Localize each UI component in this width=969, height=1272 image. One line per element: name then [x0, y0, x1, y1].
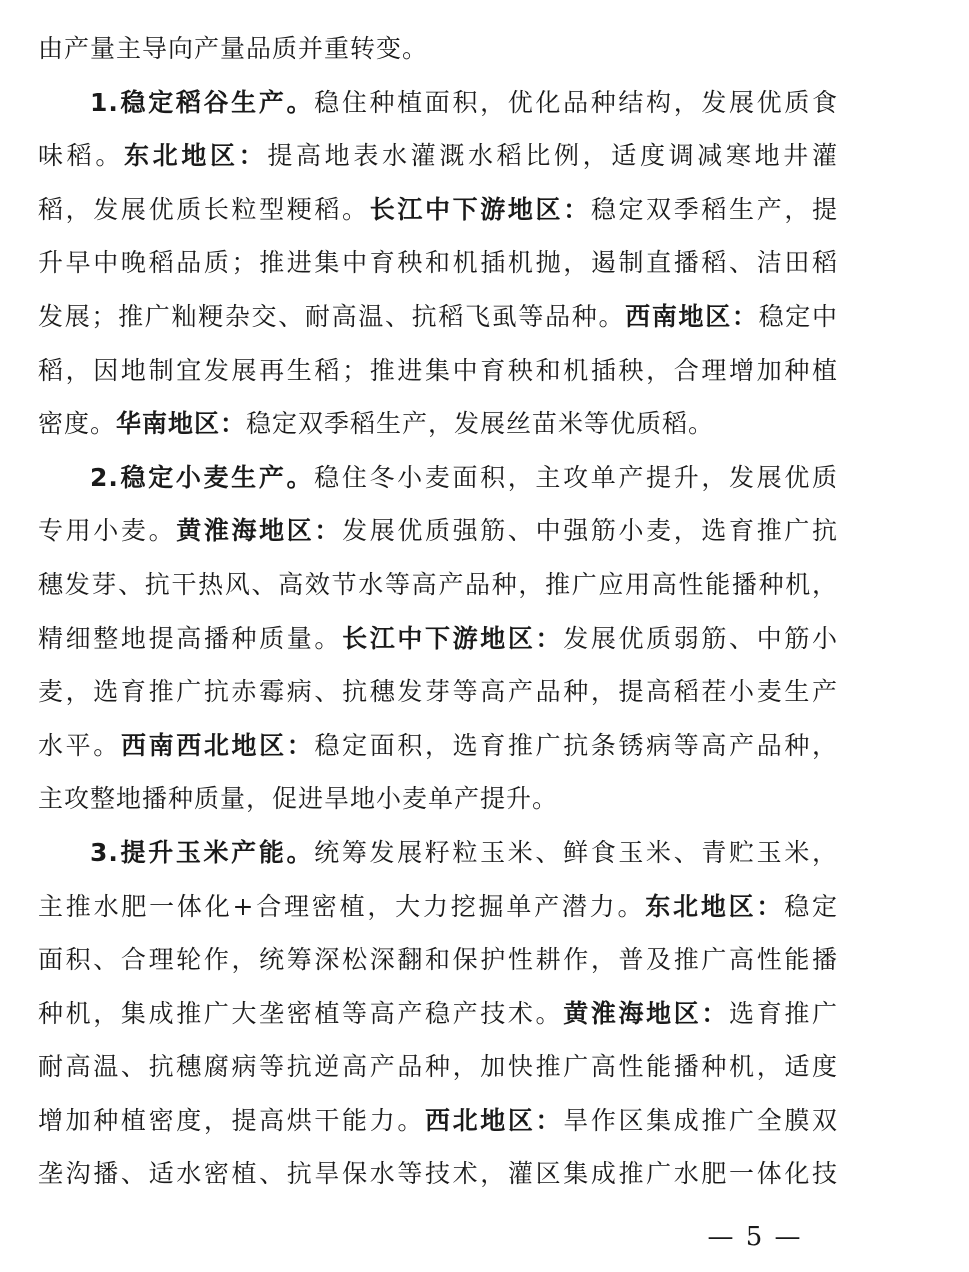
- body-text: 稳住冬小麦面积，主攻单产提升，发展优质: [314, 462, 838, 492]
- text-line: [38, 987, 838, 1041]
- body-text: 稻，因地制宜发展再生稻；推进集中育秧和机插秧，合理增加种植: [38, 355, 838, 385]
- text-line: [38, 1040, 838, 1094]
- text-line: [38, 772, 838, 826]
- body-text: 种机，集成推广大垄密植等高产稳产技术。: [38, 998, 564, 1028]
- bold-heading-text: 东北地区：: [124, 141, 268, 171]
- bold-heading-text: 1.稳定稻谷生产。: [90, 87, 315, 117]
- bold-heading-text: 华南地区：: [116, 409, 247, 439]
- bold-heading-text: 黄淮海地区：: [176, 516, 343, 546]
- text-line: [38, 22, 838, 76]
- text-line: [38, 129, 838, 183]
- body-text: 发展；推广籼粳杂交、耐高温、抗稻飞虱等品种。: [38, 301, 626, 331]
- body-text: 统筹发展籽粒玉米、鲜食玉米、青贮玉米，: [314, 837, 838, 867]
- bold-heading-text: 西北地区：: [424, 1105, 564, 1135]
- bold-heading-text: 2.稳定小麦生产。: [90, 462, 315, 492]
- bold-heading-text: 西南地区：: [625, 301, 759, 331]
- body-text: 增加种植密度，提高烘干能力。: [38, 1105, 425, 1135]
- text-line: [38, 504, 838, 558]
- bold-heading-text: 西南西北地区：: [120, 730, 315, 760]
- body-text: 稳定面积，选育推广抗条锈病等高产品种，: [314, 730, 838, 760]
- text-line: [38, 76, 838, 130]
- body-text: 垄沟播、适水密植、抗旱保水等技术，灌区集成推广水肥一体化技: [38, 1159, 838, 1189]
- text-line: [38, 236, 838, 290]
- text-line: [38, 665, 838, 719]
- text-line: [38, 290, 838, 344]
- document-body: [38, 22, 838, 1201]
- bold-heading-text: 黄淮海地区：: [563, 998, 730, 1028]
- text-line: [38, 933, 838, 987]
- body-text: 稳定中: [758, 301, 838, 331]
- text-line: [38, 397, 838, 451]
- text-line: [38, 880, 838, 934]
- body-text: 密度。: [38, 409, 117, 439]
- body-text: 稳住种植面积，优化品种结构，发展优质食: [314, 87, 838, 117]
- body-text: 发展优质强筋、中强筋小麦，选育推广抗: [342, 516, 838, 546]
- body-text: 选育推广: [729, 998, 838, 1028]
- body-text: 味稻。: [38, 141, 124, 171]
- body-text: 专用小麦。: [38, 516, 177, 546]
- text-line: [38, 1094, 838, 1148]
- body-text: 升早中晚稻品质；推进集中育秧和机插机抛，遏制直播稻、洁田稻: [38, 248, 838, 278]
- body-text: 稻，发展优质长粒型粳稻。: [38, 194, 370, 224]
- body-text: 耐高温、抗穗腐病等抗逆高产品种，加快推广高性能播种机，适度: [38, 1052, 838, 1082]
- body-text: 稳定双季稻生产，发展丝苗米等优质稻。: [246, 409, 715, 439]
- text-line: [38, 344, 838, 398]
- text-line: [38, 183, 838, 237]
- body-text: 精细整地提高播种质量。: [38, 623, 343, 653]
- body-text: 麦，选育推广抗赤霉病、抗穗发芽等高产品种，提高稻茬小麦生产: [38, 677, 838, 707]
- body-text: 发展优质弱筋、中筋小: [563, 623, 838, 653]
- bold-heading-text: 长江中下游地区：: [342, 623, 564, 653]
- text-line: [38, 1147, 838, 1201]
- page-number: — 5 —: [707, 1222, 803, 1252]
- text-line: [38, 719, 838, 773]
- body-text: 水平。: [38, 730, 121, 760]
- bold-heading-text: 长江中下游地区：: [369, 194, 591, 224]
- bold-heading-text: 东北地区：: [645, 891, 785, 921]
- text-line: [38, 558, 838, 612]
- text-line: [38, 612, 838, 666]
- body-text: 旱作区集成推广全膜双: [563, 1105, 838, 1135]
- text-line: [38, 451, 838, 505]
- bold-heading-text: 3.提升玉米产能。: [90, 837, 315, 867]
- body-text: 穗发芽、抗干热风、高效节水等高产品种，推广应用高性能播种机，: [38, 569, 838, 599]
- body-text: 由产量主导向产量品质并重转变。: [38, 34, 429, 63]
- text-line: [38, 826, 838, 880]
- body-text: 面积、合理轮作，统筹深松深翻和保护性耕作，普及推广高性能播: [38, 945, 838, 975]
- body-text: 主攻整地播种质量，促进旱地小麦单产提升。: [38, 784, 559, 814]
- body-text: 稳定: [784, 891, 838, 921]
- body-text: 主推水肥一体化+合理密植，大力挖掘单产潜力。: [38, 891, 646, 921]
- body-text: 稳定双季稻生产，提: [590, 194, 838, 224]
- body-text: 提高地表水灌溉水稻比例，适度调减寒地井灌: [267, 141, 838, 171]
